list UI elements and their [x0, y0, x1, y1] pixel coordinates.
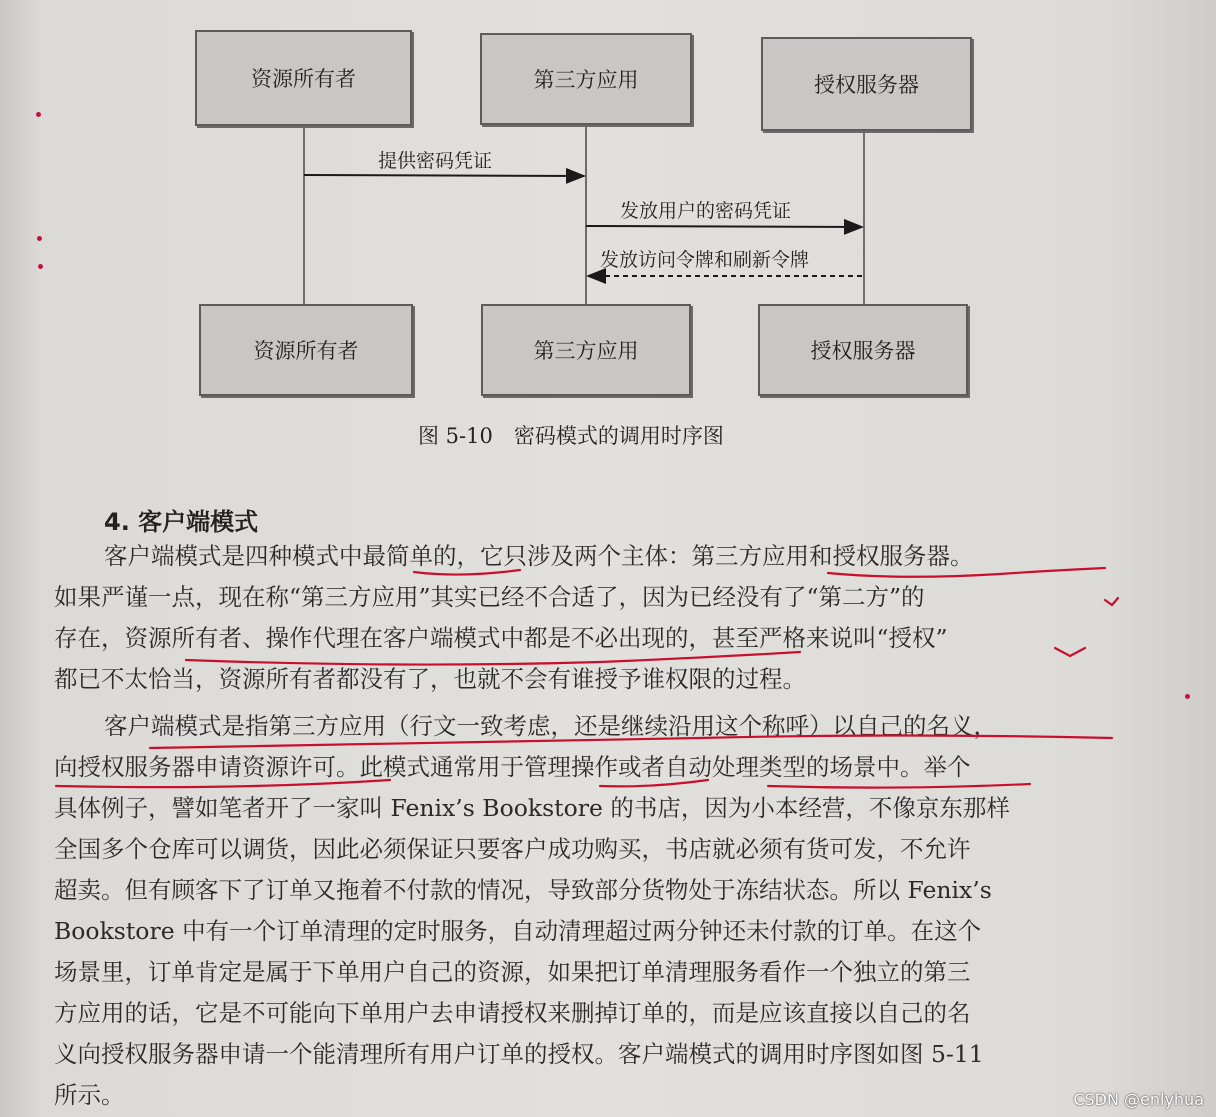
figure-caption: 图 5-10 密码模式的调用时序图: [418, 424, 724, 448]
paragraph-line: Bookstore 中有一个订单清理的定时服务，自动清理超过两分钟还未付款的订单。在这个: [54, 917, 982, 945]
paragraph-line: 场景里，订单肯定是属于下单用户自己的资源，如果把订单清理服务看作一个独立的第三: [54, 958, 971, 986]
paragraph-line: 方应用的话，它是不可能向下单用户去申请授权来删掉订单的，而是应该直接以自己的名: [54, 999, 971, 1027]
message-label-issue-user-credentials: 发放用户的密码凭证: [620, 200, 792, 222]
red-pen-dot: [37, 236, 42, 241]
message-label-issue-tokens: 发放访问令牌和刷新令牌: [600, 249, 810, 271]
paragraph-line: 所示。: [54, 1081, 125, 1109]
message-arrows: [0, 0, 1216, 420]
message-label-provide-password: 提供密码凭证: [378, 150, 493, 172]
paragraph-line: 客户端模式是指第三方应用（行文一致考虑，还是继续沿用这个称呼）以自己的名义，: [104, 712, 997, 740]
paragraph-1: [54, 536, 1124, 700]
paragraph-line: 义向授权服务器申请一个能清理所有用户订单的授权。客户端模式的调用时序图如图 5-11: [54, 1040, 984, 1068]
node-label: 资源所有者: [251, 67, 356, 91]
red-pen-dot: [36, 112, 41, 117]
arrow-provide-password: [304, 175, 584, 176]
paragraph-2: [54, 706, 1124, 1116]
node-label: 第三方应用: [533, 68, 639, 92]
paragraph-line: 向授权服务器申请资源许可。此模式通常用于管理操作或者自动处理类型的场景中。举个: [54, 753, 971, 781]
paragraph-line: 具体例子，譬如笔者开了一家叫 Fenix’s Bookstore 的书店，因为小本经营，不像京东那样: [54, 794, 1010, 822]
red-pen-dot: [38, 264, 43, 269]
node-label: 资源所有者: [253, 339, 359, 363]
node-label: 授权服务器: [814, 73, 919, 97]
watermark: CSDN @enlyhua: [1073, 1090, 1204, 1109]
paragraph-line: 都已不太恰当，资源所有者都没有了，也就不会有谁授予谁权限的过程。: [54, 665, 806, 693]
red-pen-dot: [1185, 694, 1190, 699]
paragraph-line: 如果严谨一点，现在称“第三方应用”其实已经不合适了，因为已经没有了“第二方”的: [54, 583, 925, 611]
node-label: 授权服务器: [810, 339, 916, 363]
paragraph-line: 全国多个仓库可以调货，因此必须保证只要客户成功购买，书店就必须有货可发，不允许: [54, 835, 971, 863]
node-label: 第三方应用: [533, 339, 639, 363]
section-heading: 4. 客户端模式: [104, 508, 259, 536]
arrow-issue-user-credentials: [586, 226, 862, 227]
paragraph-line: 存在，资源所有者、操作代理在客户端模式中都是不必出现的，甚至严格来说叫“授权”: [54, 624, 948, 652]
paragraph-line: 客户端模式是四种模式中最简单的，它只涉及两个主体：第三方应用和授权服务器。: [104, 542, 974, 570]
paragraph-line: 超卖。但有顾客下了订单又拖着不付款的情况，导致部分货物处于冻结状态。所以 Fenix’s: [54, 876, 992, 904]
